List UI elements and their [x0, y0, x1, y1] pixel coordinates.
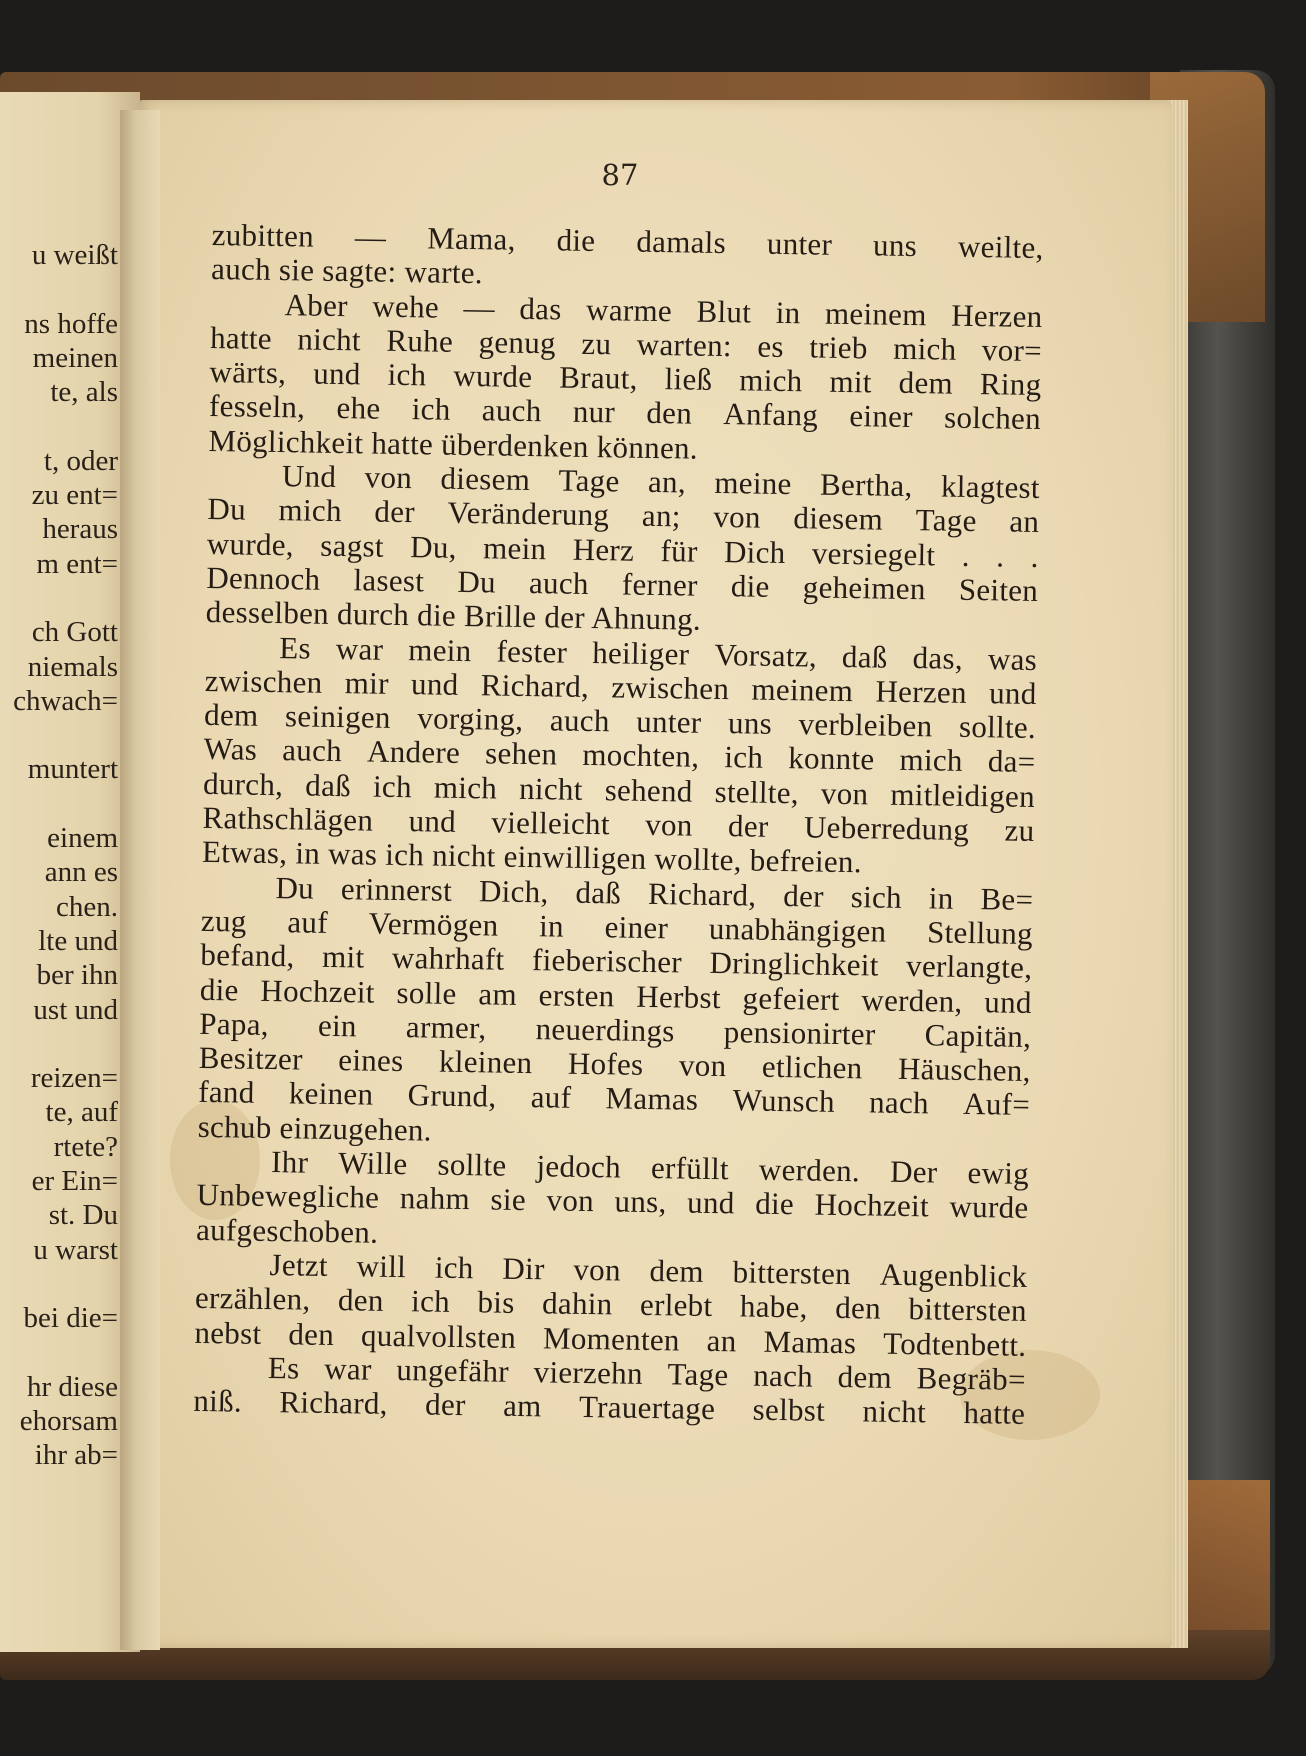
left-page-line	[0, 787, 118, 821]
page-body-text	[193, 218, 1044, 1431]
left-page-line: rtete?	[53, 1130, 118, 1163]
left-page-line: ihr ab=	[34, 1439, 118, 1472]
text-line: zubitten — Mama, die damals unter uns weilte,	[211, 217, 1044, 266]
left-page-line: u weißt	[31, 239, 118, 271]
left-page-line: ust und	[33, 993, 118, 1026]
left-page-line: te, als	[50, 376, 118, 409]
left-page-line	[0, 1267, 118, 1301]
left-page-line	[0, 1027, 118, 1061]
text-line: zwischen mir und Richard, zwischen meinem Herzen und	[204, 662, 1037, 711]
text-line: wurde, sagst Du, mein Herz für Dich versiegelt . . .	[206, 525, 1040, 574]
text-line: die Hochzeit solle am ersten Herbst gefeiert werden, und	[199, 971, 1033, 1020]
text-line: befand, mit wahrhaft fieberischer Dringlichkeit verlangte,	[200, 937, 1033, 986]
left-page-line: er Ein=	[31, 1165, 118, 1198]
text-line: dem seinigen vorging, auch unter uns verbleiben sollte.	[203, 697, 1037, 746]
text-line: Du mich der Veränderung an; von diesem Tage an	[207, 491, 1040, 540]
left-page-text	[0, 238, 118, 1473]
text-line: Es war ungefähr vierzehn Tage nach dem Begräb=	[267, 1349, 1027, 1397]
text-line: Es war mein fester heiliger Vorsatz, daß das, was	[278, 629, 1038, 677]
text-line: schub einzugehen.	[197, 1108, 433, 1148]
text-line: Dennoch lasest Du auch ferner die geheimen Seiten	[206, 559, 1039, 608]
text-line: Ihr Wille sollte jedoch erfüllt werden. Der ewig	[270, 1144, 1030, 1191]
text-line: erzählen, den ich bis dahin erlebt habe, den bittersten	[194, 1280, 1028, 1329]
left-page-line	[0, 1336, 118, 1370]
text-line: desselben durch die Brille der Ahnung.	[205, 594, 702, 637]
text-line: aufgeschoben.	[195, 1211, 379, 1250]
left-page-line: einem	[47, 822, 118, 855]
left-page-line: ns hoffe	[24, 307, 118, 340]
left-page-line	[0, 272, 118, 306]
left-page-line: te, auf	[45, 1096, 118, 1129]
text-line: Aber wehe — das warme Blut in meinem Herzen	[284, 286, 1043, 334]
text-line: Rathschlägen und vielleicht von der Ueberredung zu	[202, 799, 1035, 849]
left-page-line: niemals	[27, 650, 118, 683]
left-page-line: heraus	[42, 513, 118, 546]
text-line: Jetzt will ich Dir von dem bittersten Augenblick	[269, 1246, 1028, 1294]
left-page-line: muntert	[27, 753, 118, 786]
text-line: fesseln, ehe ich auch nur den Anfang einer solchen	[208, 388, 1042, 437]
left-page-line	[0, 718, 118, 752]
text-line: hatte nicht Ruhe genug zu warten: es trieb mich vor=	[209, 319, 1043, 368]
left-page-line: meinen	[32, 341, 118, 374]
text-line: wärts, und ich wurde Braut, ließ mich mit dem Ring	[209, 354, 1042, 403]
text-line: durch, daß ich mich nicht sehend stellte, von mitleidigen	[202, 765, 1036, 814]
text-line: niß. Richard, der am Trauertage selbst nicht hatte	[193, 1382, 1026, 1432]
text-line: Papa, ein armer, neuerdings pensionirter Capitän,	[199, 1005, 1032, 1054]
text-line: auch sie sagte: warte.	[210, 251, 484, 291]
text-line: Und von diesem Tage an, meine Bertha, klagtest	[281, 458, 1041, 506]
left-page-line: hr diese	[27, 1370, 118, 1403]
left-page-line: ber ihn	[36, 959, 118, 992]
left-page-line: chen.	[56, 890, 118, 923]
text-line: Möglichkeit hatte überdenken können.	[208, 422, 699, 466]
text-line: nebst den qualvollsten Momenten an Mamas Todtenbett.	[194, 1314, 1027, 1363]
left-page-line: bei die=	[23, 1302, 118, 1335]
left-page-line: zu ent=	[31, 479, 118, 512]
text-line: Was auch Andere sehen mochten, ich konnte mich da=	[203, 731, 1036, 780]
left-page-line: u warst	[33, 1233, 118, 1266]
text-line: zug auf Vermögen in einer unabhängigen Stellung	[200, 902, 1034, 951]
left-page-line: ch Gott	[31, 616, 118, 649]
text-line: Etwas, in was ich nicht einwilligen wollte, befreien.	[201, 834, 863, 880]
left-page-line	[0, 581, 118, 615]
book-gutter	[120, 110, 160, 1650]
left-page-line: ehorsam	[19, 1405, 118, 1438]
left-page-line: reizen=	[30, 1062, 118, 1095]
left-page-line: lte und	[38, 924, 118, 957]
page-number: 87	[601, 158, 639, 192]
left-page-line: st. Du	[48, 1199, 118, 1232]
left-page-line: ann es	[44, 856, 118, 889]
text-line: Unbewegliche nahm sie von uns, und die Hochzeit wurde	[196, 1177, 1029, 1226]
text-line: Du erinnerst Dich, daß Richard, der sich in Be=	[275, 869, 1034, 917]
text-line: fand keinen Grund, auf Mamas Wunsch nach Auf=	[197, 1074, 1031, 1123]
left-page-line: t, oder	[43, 444, 118, 477]
text-line: Besitzer eines kleinen Hofes von etlichen Häuschen,	[198, 1040, 1031, 1089]
left-page-line: m ent=	[36, 547, 118, 580]
left-page-line: chwach=	[13, 684, 118, 717]
left-page-line	[0, 409, 118, 443]
